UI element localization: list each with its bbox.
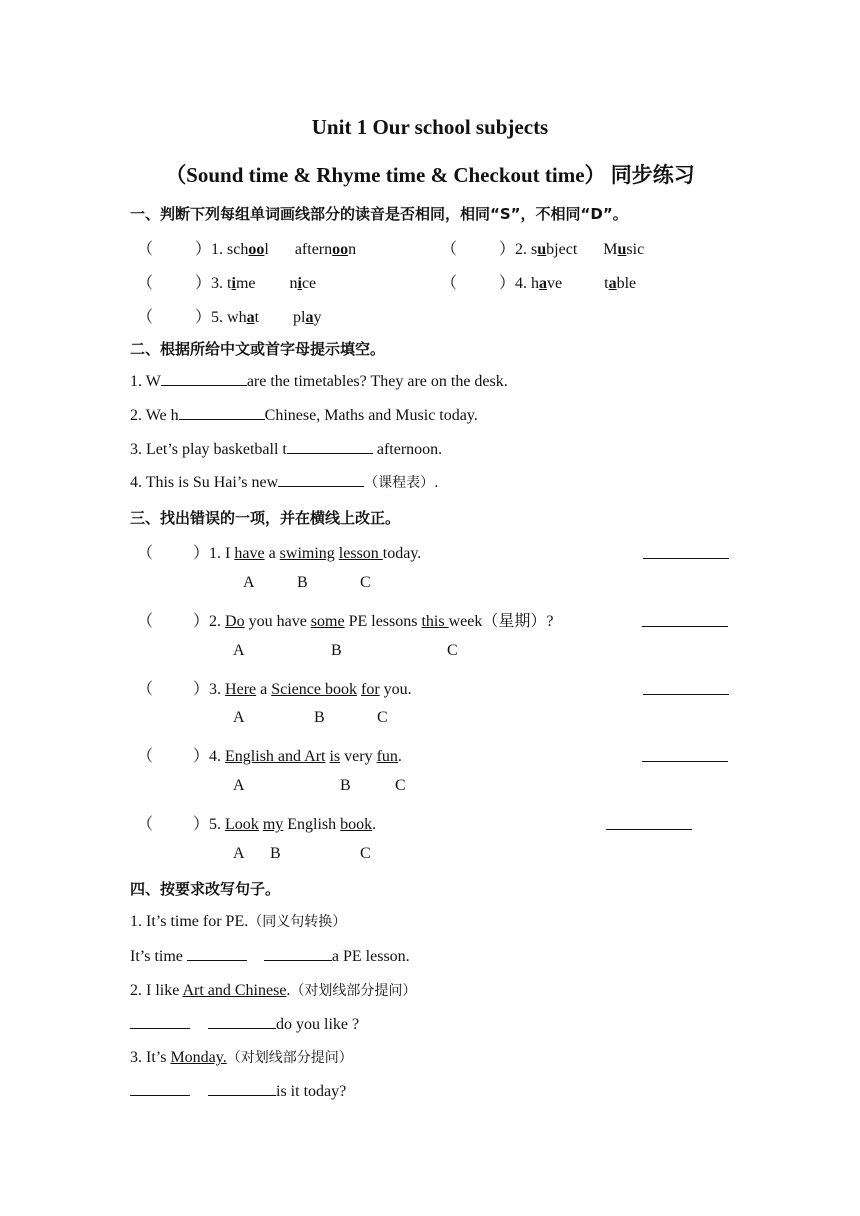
answer-blank[interactable] [130, 1014, 190, 1029]
option-label: C [447, 642, 458, 659]
option-label: C [360, 845, 371, 862]
section-2-heading: 二、根据所给中文或首字母提示填空。 [130, 340, 386, 358]
correction-line[interactable] [642, 626, 728, 627]
answer-blank[interactable] [208, 1014, 276, 1029]
part3-question-3: （ ）3. Here a Science book for you. [137, 681, 412, 698]
part2-question-3: 3. Let’s play basketball t afternoon. [130, 441, 443, 458]
correction-line[interactable] [642, 761, 728, 762]
part3-question-4: （ ）4. English and Art is very fun. [137, 748, 402, 765]
answer-blank[interactable] [130, 1081, 190, 1096]
option-label: A [233, 709, 245, 726]
option-label: C [395, 777, 406, 794]
part2-question-1: 1. W are the timetables? They are on the desk. [130, 373, 508, 390]
option-label: A [243, 574, 255, 591]
option-label: B [270, 845, 281, 862]
page-title: Unit 1 Our school subjects [311, 115, 549, 139]
part3-question-5: （ ）5. Look my English book. [137, 816, 377, 833]
part4-answer-3: is it today? [130, 1081, 346, 1101]
part1-item-5: （ ）5. what play [137, 309, 322, 326]
page-subtitle: （Sound time & Rhyme time & Checkout time） 同步练习 [165, 163, 695, 187]
option-label: B [331, 642, 342, 659]
part3-question-1: （ ）1. I have a swiming lesson today. [137, 545, 422, 562]
part4-answer-1: It’s time a PE lesson. [130, 948, 410, 965]
answer-blank[interactable] [264, 946, 332, 961]
part1-item-1: （ ）1. school afternoon [137, 241, 357, 258]
correction-line[interactable] [643, 694, 729, 695]
option-label: B [314, 709, 325, 726]
answer-blank[interactable] [161, 371, 247, 386]
option-label: B [297, 574, 308, 591]
part1-item-2: （ ）2. subject Music [441, 241, 645, 258]
answer-blank[interactable] [287, 439, 373, 454]
section-3-heading: 三、找出错误的一项，并在横线上改正。 [130, 509, 401, 527]
option-label: A [233, 642, 245, 659]
correction-line[interactable] [643, 558, 729, 559]
part2-question-2: 2. We h Chinese, Maths and Music today. [130, 407, 478, 424]
part1-item-4: （ ）4. have table [441, 275, 637, 292]
part4-question-3: 3. It’s Monday.（对划线部分提问） [130, 1049, 353, 1066]
answer-blank[interactable] [208, 1081, 276, 1096]
option-label: A [233, 777, 245, 794]
option-label: A [233, 845, 245, 862]
option-label: C [377, 709, 388, 726]
part4-answer-2: do you like ? [130, 1014, 359, 1034]
section-4-heading: 四、按要求改写句子。 [130, 880, 281, 898]
answer-blank[interactable] [187, 946, 247, 961]
option-label: C [360, 574, 371, 591]
answer-blank[interactable] [278, 472, 364, 487]
part3-question-2: （ ）2. Do you have some PE lessons this week（星期）? [137, 613, 554, 630]
section-1-heading: 一、判断下列每组单词画线部分的读音是否相同，相同“S”，不相同“D”。 [130, 205, 628, 223]
correction-line[interactable] [606, 829, 692, 830]
part4-question-1: 1. It’s time for PE.（同义句转换） [130, 913, 347, 930]
part1-item-3: （ ）3. time nice [137, 275, 317, 292]
option-label: B [340, 777, 351, 794]
part4-question-2: 2. I like Art and Chinese.（对划线部分提问） [130, 982, 417, 999]
answer-blank[interactable] [179, 405, 265, 420]
part2-question-4: 4. This is Su Hai’s new （课程表）. [130, 474, 439, 491]
